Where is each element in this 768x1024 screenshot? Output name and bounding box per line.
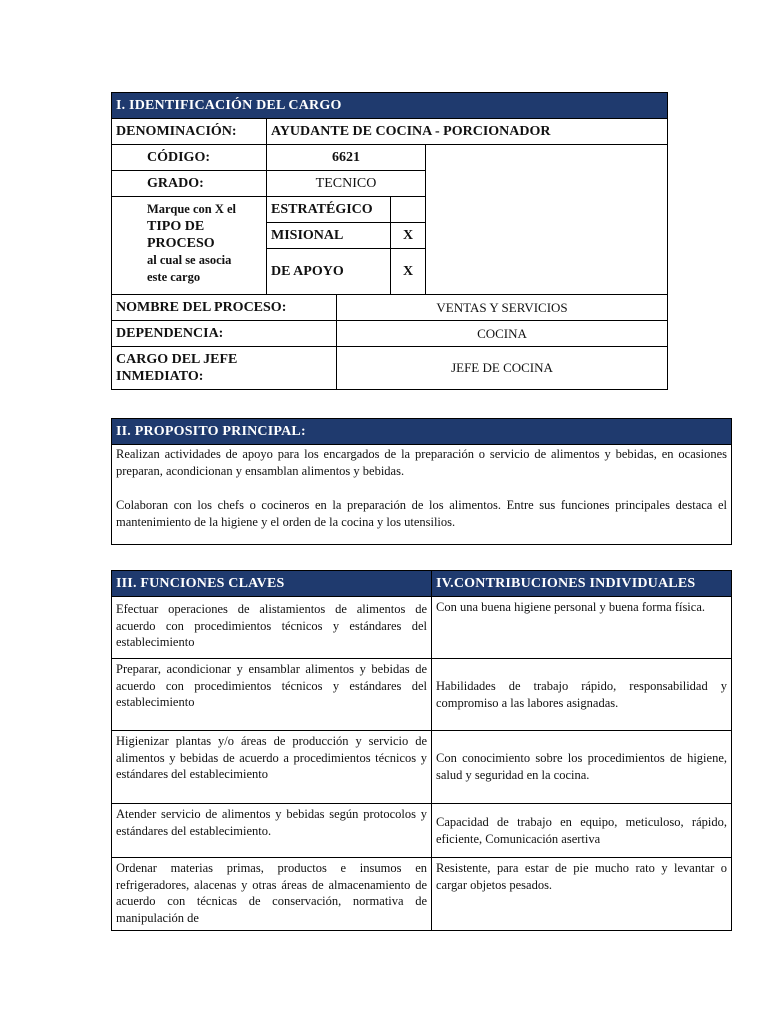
grado-label: GRADO: <box>112 171 267 197</box>
proposito-table <box>111 418 732 545</box>
grado-value: TECNICO <box>267 171 426 197</box>
contribucion-cell: Capacidad de trabajo en equipo, meticuloso, rápido, eficiente, Comunicación asertiva <box>432 804 732 858</box>
funcion-text: Ordenar materias primas, productos e insumos en refrigeradores, alacenas y otras áreas de almacenamiento de acuerdo con técnicas de conservación, normativa de manipulación de <box>116 861 427 925</box>
contribucion-cell: Con conocimiento sobre los procedimientos de higiene, salud y seguridad en la cocina. <box>432 731 732 804</box>
jefe-label <box>112 347 337 390</box>
funcion-cell: Atender servicio de alimentos y bebidas según protocolos y estándares del establecimiento. <box>112 804 432 858</box>
jefe-value: JEFE DE COCINA <box>337 347 668 390</box>
contribucion-cell: Habilidades de trabajo rápido, responsabilidad y compromiso a las labores asignadas. <box>432 659 732 731</box>
blank-cell <box>426 145 668 295</box>
funcion-cell: Preparar, acondicionar y ensamblar alimentos y bebidas de acuerdo con procedimientos técnicos y estándares del establecimiento <box>112 659 432 731</box>
denominacion-label: DENOMINACIÓN: <box>112 119 267 145</box>
proposito-paragraph: Realizan actividades de apoyo para los encargados de la preparación o servicio de alimentos y bebidas, en ocasiones preparan, acondicionan y ensamblan alimentos y bebidas. <box>116 447 727 478</box>
section-header-identificacion: I. IDENTIFICACIÓN DEL CARGO <box>112 93 668 119</box>
tipo-label-line: PROCESO <box>147 236 215 251</box>
funcion-cell <box>112 858 432 931</box>
proceso-label: NOMBRE DEL PROCESO: <box>112 295 337 321</box>
denominacion-value: AYUDANTE DE COCINA - PORCIONADOR <box>267 119 668 145</box>
proceso-apoyo-label: DE APOYO <box>267 249 391 295</box>
proceso-estrategico-label: ESTRATÉGICO <box>267 197 391 223</box>
tipo-proceso-label <box>112 197 267 295</box>
tipo-label-line: al cual se asocia <box>147 253 232 267</box>
codigo-value: 6621 <box>267 145 426 171</box>
funcion-cell: Higienizar plantas y/o áreas de producción y servicio de alimentos y bebidas de acuerdo a procedimientos técnicos y estándares del establecimiento <box>112 731 432 804</box>
section-header-funciones: III. FUNCIONES CLAVES <box>112 571 432 597</box>
jefe-label-line: INMEDIATO: <box>116 369 204 384</box>
proceso-apoyo-mark[interactable]: X <box>391 249 426 295</box>
proceso-misional-mark[interactable]: X <box>391 223 426 249</box>
funciones-table <box>111 570 732 931</box>
dependencia-value: COCINA <box>337 321 668 347</box>
proceso-misional-label: MISIONAL <box>267 223 391 249</box>
dependencia-label: DEPENDENCIA: <box>112 321 337 347</box>
tipo-label-line: TIPO DE <box>147 219 205 234</box>
identificacion-table <box>111 92 668 390</box>
funcion-cell: Efectuar operaciones de alistamientos de alimentos de acuerdo con procedimientos técnicos y estándares del establecimiento <box>112 597 432 659</box>
proposito-text <box>112 445 732 545</box>
tipo-label-line: este cargo <box>147 270 201 284</box>
section-header-proposito: II. PROPOSITO PRINCIPAL: <box>112 419 732 445</box>
proceso-estrategico-mark[interactable] <box>391 197 426 223</box>
contribucion-cell: Con una buena higiene personal y buena forma física. <box>432 597 732 659</box>
proposito-paragraph: Colaboran con los chefs o cocineros en la preparación de los alimentos. Entre sus funciones principales destaca el mantenimiento de la higiene y el orden de la cocina y los utensilios. <box>116 498 727 529</box>
tipo-label-line: Marque con X el <box>147 202 236 216</box>
jefe-label-line: CARGO DEL JEFE <box>116 352 238 367</box>
codigo-label: CÓDIGO: <box>112 145 267 171</box>
section-header-contribuciones: IV.CONTRIBUCIONES INDIVIDUALES <box>432 571 732 597</box>
contribucion-cell: Resistente, para estar de pie mucho rato y levantar o cargar objetos pesados. <box>432 858 732 931</box>
proceso-value: VENTAS Y SERVICIOS <box>337 295 668 321</box>
